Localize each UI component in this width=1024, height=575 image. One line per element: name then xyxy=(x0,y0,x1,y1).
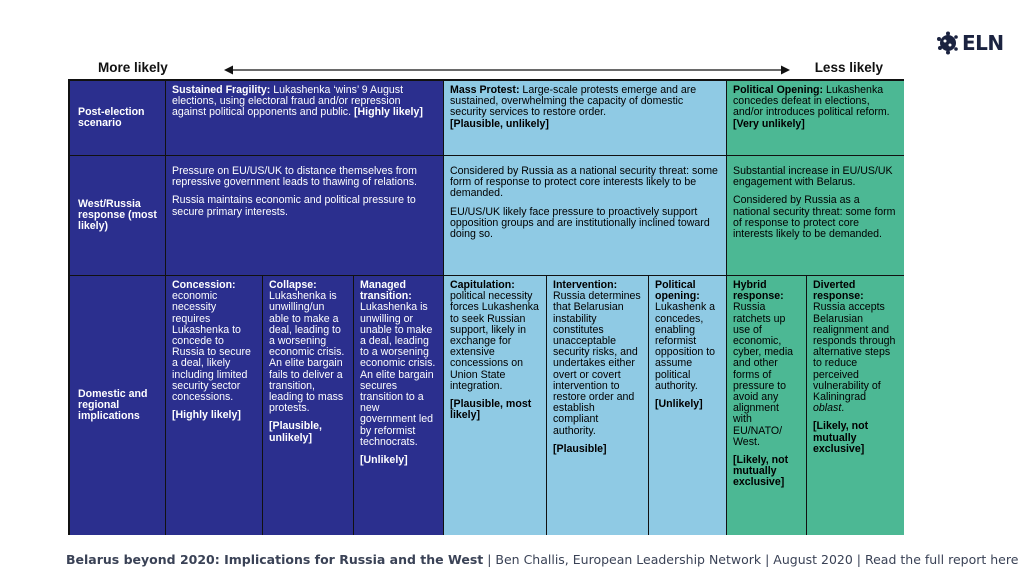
implication-diverted-text: Russia accepts Belarusian realignment and responds through alternative steps to reduce perceived vulnerability of Kaliningrad xyxy=(813,301,896,404)
implication-intervention xyxy=(547,276,649,535)
implication-capitulation-title: Capitulation: xyxy=(450,279,515,291)
row-header-response-label: West/Russia response (most likely) xyxy=(78,197,157,233)
scenario-fragility-tag: [Highly likely] xyxy=(354,106,423,119)
response-fragility-p2: Russia maintains economic and political pressure to secure primary interests. xyxy=(172,194,416,218)
row-header-response xyxy=(70,156,166,276)
scenario-fragility-text: Lukashenka ‘wins’ 9 August elections, using electoral fraud and/or repression against political opponents and public. xyxy=(172,84,404,119)
implication-political-text: Lukashenk a concedes, enabling reformist opposition to assume political authority. xyxy=(655,301,716,392)
scenario-mass-protest xyxy=(444,81,727,156)
implication-collapse-text: Lukashenka is unwilling/un able to make a deal, leading to a worsening economic crisis. An elite bargain fails to deliver a transition, leading to mass protests. xyxy=(269,290,345,415)
footer-credits: | Ben Challis, European Leadership Network | August 2020 | Read the full report here xyxy=(483,552,1019,567)
row-header-scenario xyxy=(70,81,166,156)
response-protest-p1: Considered by Russia as a national security threat: some form of response to protect core interests likely to be demanded. xyxy=(450,165,718,200)
response-fragility xyxy=(166,156,444,276)
response-protest-p2: EU/US/UK likely face pressure to proactively support opposition groups and are institutionally inclined toward doing so. xyxy=(450,205,710,241)
scenario-fragility-title: Sustained Fragility: xyxy=(172,84,271,96)
axis-more-likely-label: More likely xyxy=(98,60,168,75)
implication-managed-transition xyxy=(354,276,444,535)
response-opening-p1: Substantial increase in EU/US/UK engagement with Belarus. xyxy=(733,165,893,189)
axis-less-likely-label: Less likely xyxy=(814,60,883,75)
implication-diverted-italic: oblast xyxy=(813,402,842,415)
scenario-political-opening xyxy=(727,81,904,156)
likelihood-axis xyxy=(98,60,883,80)
scenario-protest-text: Large-scale protests emerge and are sustained, overwhelming the capacity of domestic security services to restore order. xyxy=(450,84,697,119)
implication-political-title: Political opening: xyxy=(655,279,700,303)
implication-intervention-title: Intervention: xyxy=(553,279,618,291)
implication-hybrid-text: Russia ratchets up use of economic, cyber, media and other forms of pressure to avoid any alignment with EU/NATO/ West. xyxy=(733,301,794,448)
footer-caption xyxy=(66,552,1018,567)
scenario-opening-title: Political Opening: xyxy=(733,84,824,96)
implication-collapse xyxy=(263,276,354,535)
scenario-matrix xyxy=(68,79,904,535)
implication-collapse-title: Collapse: xyxy=(269,279,317,291)
implication-diverted-response xyxy=(807,276,904,535)
implication-capitulation-tag: [Plausible, most likely] xyxy=(450,398,532,422)
implication-concession xyxy=(166,276,263,535)
response-opening xyxy=(727,156,904,276)
implication-hybrid-tag: [Likely, not mutually exclusive] xyxy=(733,454,789,489)
implication-collapse-tag: [Plausible, unlikely] xyxy=(269,420,322,444)
response-protest xyxy=(444,156,727,276)
eln-logo-icon xyxy=(936,31,960,55)
scenario-protest-title: Mass Protest: xyxy=(450,84,520,96)
implication-political-opening xyxy=(649,276,727,535)
scenario-opening-tag: [Very unlikely] xyxy=(733,117,805,130)
implication-concession-text: economic necessity requires Lukashenka to concede to Russia to secure a deal, likely including limited security sector concessions. xyxy=(172,290,251,404)
implication-managed-tag: [Unlikely] xyxy=(360,454,408,467)
footer-report-title: Belarus beyond 2020: Implications for Russia and the West xyxy=(66,552,484,567)
eln-logo-text: ELN xyxy=(962,31,1004,55)
implication-capitulation-text: political necessity forces Lukashenka to seek Russian support, likely in exchange for extensive concessions on Union State integration. xyxy=(450,290,539,392)
implication-diverted-title: Diverted response: xyxy=(813,279,864,303)
double-arrow-icon xyxy=(224,62,790,78)
implication-hybrid-title: Hybrid response: xyxy=(733,279,784,303)
row-header-implications-label: Domestic and regional implications xyxy=(78,387,148,423)
scenario-protest-tag: [Plausible, unlikely] xyxy=(450,117,549,130)
implication-capitulation xyxy=(444,276,547,535)
implication-intervention-tag: [Plausible] xyxy=(553,442,607,455)
implication-managed-text: Lukashenka is unwilling or unable to make a deal, leading to a worsening economic crisis. An elite bargain secures transition to a new government led by reformist technocrats. xyxy=(360,301,436,448)
scenario-sustained-fragility xyxy=(166,81,444,156)
implication-managed-title: Managed transition: xyxy=(360,279,412,303)
implication-intervention-text: Russia determines that Belarusian instability constitutes unacceptable security risks, and undertakes either overt or covert intervention to restore order and establish compliant authority. xyxy=(553,290,641,437)
response-fragility-p1: Pressure on EU/US/UK to distance themselves from repressive government leads to thawing of relations. xyxy=(172,165,417,189)
scenario-opening-text: Lukashenka concedes defeat in elections, and/or introduces political reform. xyxy=(733,84,890,119)
response-opening-p2: Considered by Russia as a national security threat: some form of response to protect core interests likely to be demanded. xyxy=(733,194,896,241)
implication-concession-title: Concession: xyxy=(172,279,236,291)
row-header-scenario-label: Post-election scenario xyxy=(78,105,145,129)
implication-diverted-end: . xyxy=(841,402,845,415)
row-header-implications xyxy=(70,276,166,535)
implication-hybrid-response xyxy=(727,276,807,535)
implication-political-tag: [Unlikely] xyxy=(655,398,703,411)
eln-logo xyxy=(936,30,1004,56)
implication-diverted-tag: [Likely, not mutually exclusive] xyxy=(813,420,869,455)
implication-concession-tag: [Highly likely] xyxy=(172,409,241,422)
